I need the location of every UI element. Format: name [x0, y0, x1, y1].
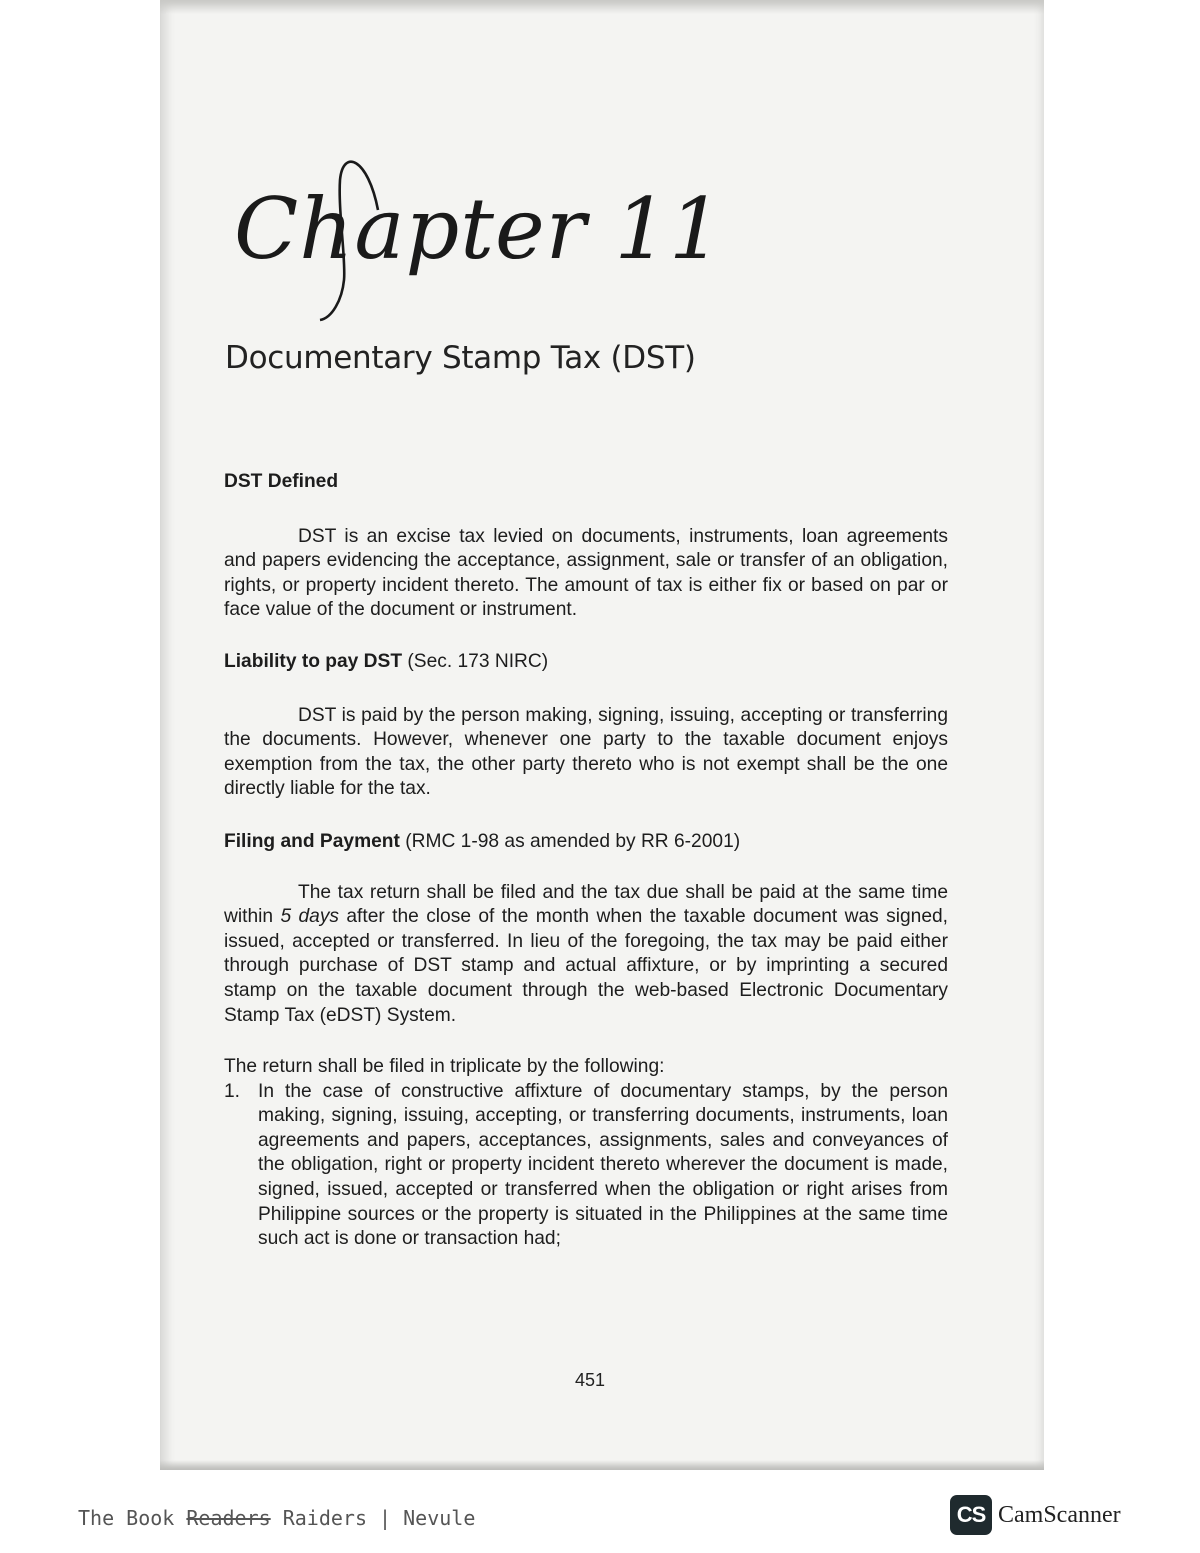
- return-intro: The return shall be filed in triplicate by the following:: [224, 1056, 665, 1078]
- paragraph-filing: [224, 881, 948, 1029]
- list-item-number: 1.: [224, 1080, 241, 1102]
- section-reference: (RMC 1-98 as amended by RR 6-2001): [405, 830, 741, 852]
- paragraph-liability: DST is paid by the person making, signing, issuing, accepting or transferring the documents. However, whenever one party to the taxable document enjoys exemption from the tax, the other party thereto who is not exempt shall be the one directly liable for the tax.: [224, 704, 948, 800]
- chapter-heading-text: Chapter 11: [234, 180, 724, 278]
- section-reference: (Sec. 173 NIRC): [407, 650, 549, 672]
- footer-credit-prefix: The Book: [78, 1506, 187, 1530]
- page-body: [224, 470, 948, 1252]
- section-heading-filing: [224, 830, 948, 855]
- camscanner-watermark: [950, 1495, 1121, 1535]
- filer-list: [224, 1080, 948, 1252]
- paragraph-text: The tax return shall be filed and the tax due shall be paid at the same time within: [224, 881, 948, 928]
- page-number: 451: [574, 1370, 606, 1390]
- section-heading-liability: [224, 650, 948, 675]
- section-heading-text: DST Defined: [224, 471, 339, 492]
- list-item-text: In the case of constructive affixture of documentary stamps, by the person making, signing, issuing, accepting, or transferring documents, instruments, loan agreements and papers, acceptances, assignments, sales and conveyances of the obligation, right or property incident thereto wherever the document is made, signed, issued, accepted or transferred when the obligation or right arises from Philippine sources or the property is situated in the Philippines at the same time such act is done or transaction had;: [258, 1080, 948, 1250]
- footer-credit-suffix: Raiders | Nevule: [270, 1506, 476, 1530]
- list-item: [224, 1080, 948, 1252]
- section-heading-dst-defined: [224, 470, 948, 495]
- footer-credit-struck: Readers: [186, 1506, 271, 1530]
- camscanner-logo-icon: CS: [950, 1495, 992, 1535]
- footer-credit: [78, 1506, 475, 1530]
- section-heading-text: Liability to pay DST: [224, 650, 403, 672]
- camscanner-label: CamScanner: [998, 1501, 1121, 1528]
- paragraph-text: after the close of the month when the taxable document was signed, issued, accepted or transferred. In lieu of the foregoing, the tax may be paid either through purchase of DST stamp and actual affixture, or by imprinting a secured stamp on the taxable document through the web-based Electronic Documentary Stamp Tax (eDST) System.: [224, 906, 948, 1026]
- chapter-heading: [228, 150, 724, 330]
- document-title: Documentary Stamp Tax (DST): [225, 340, 696, 376]
- paragraph-dst-defined: DST is an excise tax levied on documents, instruments, loan agreements and papers evidencing the acceptance, assignment, sale or transfer of an obligation, rights, or property incident thereto. The amount of tax is either fix or based on par or face value of the document or instrument.: [224, 525, 948, 621]
- section-heading-text: Filing and Payment: [224, 830, 400, 852]
- deadline-emphasis: 5 days: [280, 906, 340, 928]
